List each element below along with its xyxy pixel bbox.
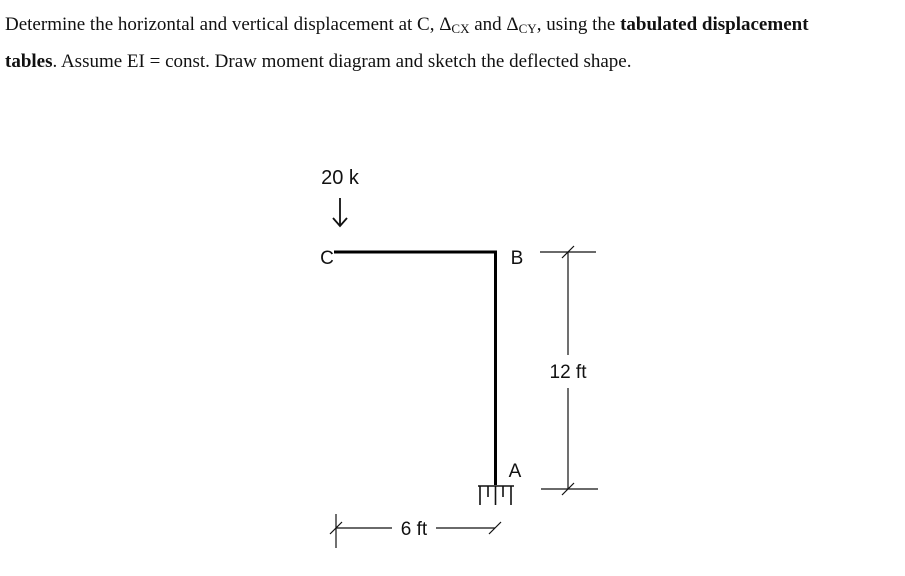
node-c-label: C [320, 248, 334, 269]
problem-text-2: and [469, 14, 507, 35]
subscript-cy: CY [518, 21, 537, 36]
delta-symbol: Δ [506, 14, 519, 35]
bold-phrase-1: tabulated displacement [620, 14, 809, 35]
width-dimension-label: 6 ft [400, 519, 428, 540]
bold-phrase-2: tables [5, 51, 53, 72]
load-arrow-icon [333, 198, 347, 226]
height-dimension-label: 12 ft [549, 362, 587, 383]
subscript-cx: CX [451, 21, 470, 36]
delta-symbol: Δ [439, 14, 452, 35]
node-a-label: A [508, 461, 522, 482]
problem-text-4: . Assume EI = const. Draw moment diagram and sketch the deflected shape. [52, 51, 632, 72]
problem-text-3: , using the [536, 14, 621, 35]
problem-text-1: Determine the horizontal and vertical displacement at C, [5, 14, 440, 35]
fixed-support-icon [478, 486, 514, 505]
node-b-label: B [510, 248, 524, 269]
load-label: 20 k [321, 167, 359, 189]
